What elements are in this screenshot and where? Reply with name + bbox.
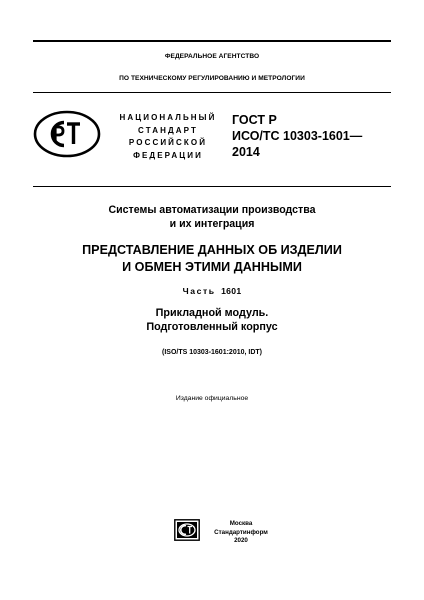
top-rule bbox=[33, 40, 391, 42]
main-title-line: ПРЕДСТАВЛЕНИЕ ДАННЫХ ОБ ИЗДЕЛИИ bbox=[82, 243, 342, 257]
iso-reference: (ISO/TS 10303-1601:2010, IDT) bbox=[162, 349, 262, 356]
code-line: ГОСТ Р bbox=[232, 113, 277, 127]
series-line: и их интеграция bbox=[169, 218, 255, 230]
part-word: Часть bbox=[182, 286, 216, 296]
gost-r-emblem-icon bbox=[33, 110, 101, 163]
national-line: СТАНДАРТ bbox=[138, 125, 198, 135]
edition-label: Издание официальное bbox=[175, 395, 249, 402]
series-line: Системы автоматизации производства bbox=[108, 204, 316, 216]
series-title bbox=[0, 203, 424, 231]
standard-code bbox=[232, 112, 402, 160]
standartinform-logo-icon bbox=[174, 519, 200, 546]
module-title-line: Прикладной модуль. bbox=[155, 307, 269, 319]
main-title bbox=[0, 242, 424, 275]
part-number: 1601 bbox=[221, 286, 242, 296]
national-line: НАЦИОНАЛЬНЫЙ bbox=[119, 113, 217, 122]
header-rule bbox=[33, 92, 391, 93]
agency-department: ПО ТЕХНИЧЕСКОМУ РЕГУЛИРОВАНИЮ И МЕТРОЛОГИИ bbox=[119, 75, 305, 82]
main-title-line: И ОБМЕН ЭТИМИ ДАННЫМИ bbox=[122, 259, 302, 274]
part-label bbox=[0, 286, 424, 296]
publication-year: 2020 bbox=[234, 537, 248, 545]
national-line: ФЕДЕРАЦИИ bbox=[133, 150, 203, 160]
title-rule bbox=[33, 186, 391, 187]
national-standard-label bbox=[110, 112, 226, 162]
code-line: 2014 bbox=[232, 145, 260, 159]
agency-name: ФЕДЕРАЛЬНОЕ АГЕНТСТВО bbox=[164, 53, 260, 60]
code-line: ИСО/ТС 10303-1601— bbox=[232, 129, 363, 143]
module-title-line: Подготовленный корпус bbox=[146, 321, 278, 333]
publisher-imprint bbox=[203, 520, 279, 546]
publisher-name: Стандартинформ bbox=[214, 528, 268, 536]
national-line: РОССИЙСКОЙ bbox=[128, 138, 208, 147]
module-title bbox=[0, 306, 424, 334]
publisher-city: Москва bbox=[229, 520, 253, 527]
